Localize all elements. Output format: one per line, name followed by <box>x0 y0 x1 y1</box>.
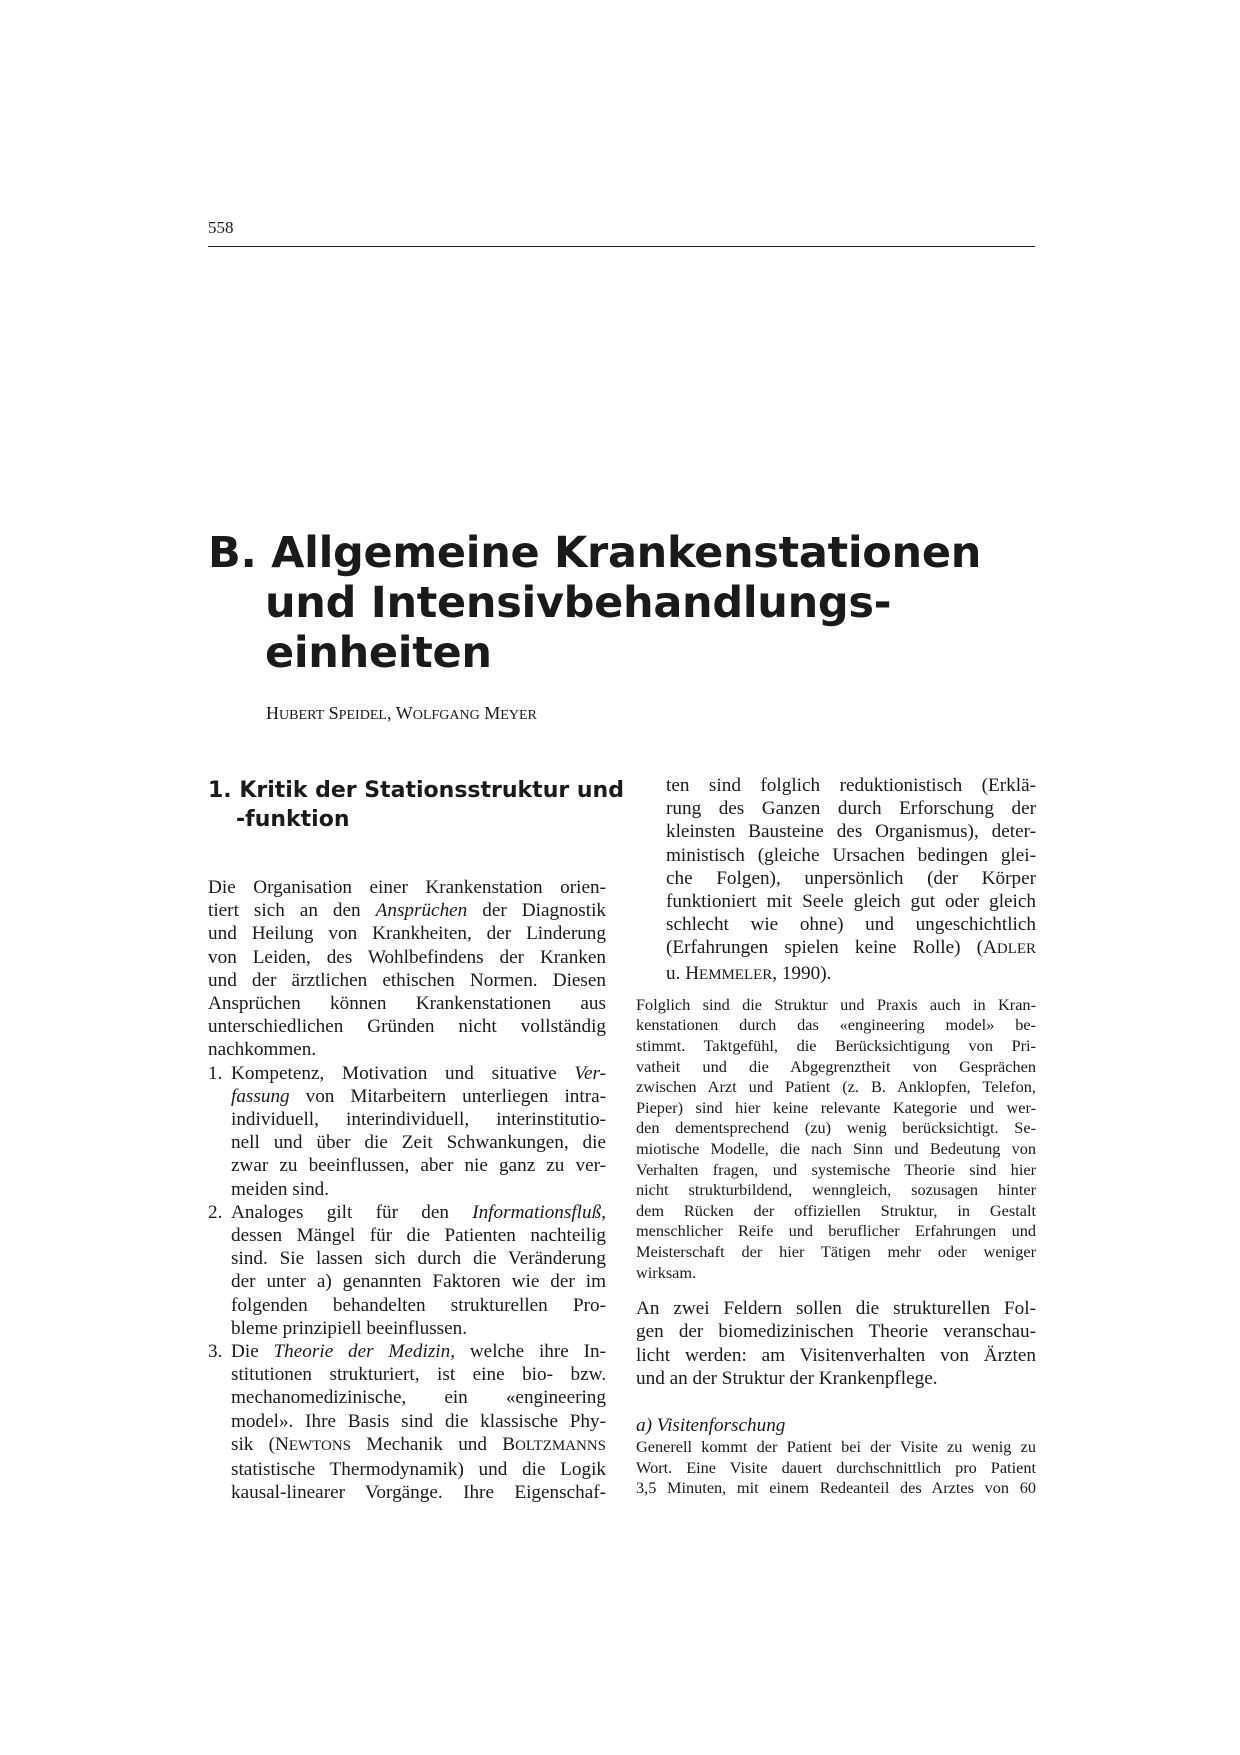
text-run: (Erfahrungen spielen keine Rolle) ( <box>666 937 984 959</box>
text-line: Die Organisation einer Krankenstation orien- <box>208 877 606 898</box>
text-line: model». Ihre Basis sind die klassische Phy- <box>231 1410 606 1432</box>
text-line: menschlicher Reife und beruflicher Erfahrungen und <box>636 1221 1036 1241</box>
text-line: vatheit und die Abgegrenztheit von Gesprächen <box>636 1056 1036 1076</box>
author-smallcaps: UBERT <box>279 707 325 723</box>
text-line: kenstationen durch das «engineering model» be- <box>636 1015 1036 1035</box>
text-line: meiden sind. <box>231 1178 330 1200</box>
author-initial: W <box>395 703 413 723</box>
text-line: wirksam. <box>636 1262 697 1282</box>
text-line <box>231 1085 606 1108</box>
author-initial: H <box>266 703 279 723</box>
text-run: u. <box>666 962 686 984</box>
author-smallcaps: EYER <box>500 707 537 723</box>
text-line: Pieper) sind hier keine relevante Kategorie und wer- <box>636 1097 1036 1117</box>
text-line: von Leiden, des Wohlbefindens der Kranken <box>208 946 606 968</box>
text-line: mechanomedizinische, ein «engineering <box>231 1387 606 1409</box>
chapter-authors <box>266 703 537 724</box>
smallcaps-name: EWTONS <box>288 1437 351 1454</box>
left-column <box>208 776 624 1504</box>
list-item <box>208 1062 606 1201</box>
text-line: ministisch (gleiche Ursachen bedingen glei- <box>666 844 1036 866</box>
text-line: sind. Sie lassen sich durch die Veränderung <box>231 1248 606 1270</box>
text-line: dessen Mängel für die Patienten nachteilig <box>231 1225 606 1247</box>
smallcaps-name: DLER <box>996 941 1036 958</box>
text-line <box>231 1062 606 1085</box>
text-line: gen der biomedizinischen Theorie veranschau- <box>636 1321 1036 1343</box>
text-run: Analoges gilt für den <box>231 1201 473 1223</box>
page-number: 558 <box>208 218 234 237</box>
continued-list-text <box>636 774 1036 987</box>
emphasis: Ansprüchen <box>375 900 468 922</box>
text-line: unterschiedlichen Gründen nicht vollständig <box>208 1016 606 1038</box>
subsection-heading: a) Visitenforschung <box>636 1414 786 1436</box>
text-line: che Folgen), unpersönlich (der Körper <box>666 867 1036 889</box>
text-run: Mechanik und <box>350 1433 503 1455</box>
list-number: 2. <box>208 1201 223 1223</box>
text-line: den dementsprechend (zu) wenig berücksichtigt. Se- <box>636 1118 1036 1138</box>
text-line: licht werden: am Visitenverhalten von Ärzten <box>636 1344 1036 1366</box>
text-line: kleinsten Bausteine des Organismus), deter- <box>666 821 1036 843</box>
chapter-title-line: B. Allgemeine Krankenstationen <box>208 528 981 578</box>
text-run: Kompetenz, Motivation und situative <box>231 1062 575 1084</box>
text-line: An zwei Feldern sollen die strukturellen Fol- <box>636 1298 1036 1320</box>
text-line: schlecht wie ohne) und ungeschichtlich <box>666 914 1036 936</box>
text-line: und an der Struktur der Krankenpflege. <box>636 1367 938 1389</box>
text-run: , 1990). <box>772 962 832 984</box>
section-heading-line: -funktion <box>236 807 350 832</box>
text-line <box>231 1340 606 1363</box>
text-line: individuell, interindividuell, interinstitutio- <box>231 1109 606 1131</box>
text-run: , <box>601 1201 606 1223</box>
small-print-paragraph <box>636 995 1036 1283</box>
text-line: folgenden behandelten strukturellen Pro- <box>231 1294 606 1316</box>
text-line: nicht strukturbildend, wenngleich, sozusagen hinter <box>636 1180 1036 1200</box>
text-line: ten sind folglich reduktionistisch (Erklä- <box>666 775 1036 796</box>
author-separator: , <box>387 703 396 723</box>
text-line: Verhalten fragen, und systemische Theorie sind hier <box>636 1159 1036 1179</box>
text-line: Folglich sind die Struktur und Praxis auch in Kran- <box>636 994 1036 1014</box>
text-run: Die <box>231 1341 274 1363</box>
text-run: , welche ihre In- <box>450 1341 606 1363</box>
text-run: von Mitarbeitern unterliegen intra- <box>289 1085 606 1107</box>
emphasis: fassung <box>231 1085 290 1107</box>
text-line: funktioniert mit Seele gleich gut oder gleich <box>666 891 1036 913</box>
text-line: rung des Ganzen durch Erforschung der <box>666 798 1036 820</box>
emphasis: Theorie der Medizin <box>273 1341 451 1363</box>
text-run: sik ( <box>231 1433 276 1455</box>
text-line: Wort. Eine Visite dauert durchschnittlich pro Patient <box>636 1457 1036 1477</box>
chapter-title <box>208 528 1008 678</box>
text-line <box>666 936 1036 961</box>
text-line: dem Rücken der offiziellen Struktur, in Gestalt <box>636 1200 1036 1220</box>
header-rule <box>208 246 1035 247</box>
section-heading-line: 1. Kritik der Stationsstruktur und <box>208 778 624 803</box>
text-line: kausal-linearer Vorgänge. Ihre Eigenschaf- <box>231 1482 606 1504</box>
text-line: Meisterschaft der hier Tätigen mehr oder weniger <box>636 1241 1036 1261</box>
text-line <box>231 1433 606 1458</box>
text-run: der Diagnostik <box>467 900 606 922</box>
smallcaps-name: EMMELER <box>699 966 773 983</box>
emphasis: Ver- <box>574 1062 606 1084</box>
text-line: und Heilung von Krankheiten, der Linderung <box>208 923 606 945</box>
chapter-title-line: einheiten <box>265 628 492 678</box>
text-line: nachkommen. <box>208 1039 317 1061</box>
list-item <box>208 1201 606 1340</box>
list-item <box>208 1340 606 1504</box>
author-initial: M <box>484 703 501 723</box>
text-line: bleme prinzipiell beeinflussen. <box>231 1317 468 1339</box>
text-line: zwischen Arzt und Patient (z. B. Anklopfen, Telefon, <box>636 1077 1036 1097</box>
text-line: Ansprüchen können Krankenstationen aus <box>208 993 606 1015</box>
author-smallcaps: PEIDEL <box>338 707 387 723</box>
smallcaps-name: OLTZMANNS <box>515 1437 606 1454</box>
text-line: 3,5 Minuten, mit einem Redeanteil des Arztes von 60 <box>636 1478 1036 1498</box>
text-line <box>208 899 606 922</box>
author-initial: S <box>328 703 339 723</box>
body-paragraph <box>636 1297 1036 1390</box>
text-line: nell und über die Zeit Schwankungen, die <box>231 1132 606 1154</box>
small-print-paragraph <box>636 1437 1036 1499</box>
text-run: A <box>983 937 997 959</box>
text-line: stitutionen strukturiert, ist eine bio- bzw. <box>231 1364 606 1386</box>
text-line: miotische Modelle, die nach Sinn und Bedeutung von <box>636 1138 1036 1158</box>
section-heading <box>208 776 624 834</box>
right-column <box>636 774 1036 1499</box>
emphasis: Informationsfluß <box>472 1201 602 1223</box>
text-line <box>666 962 1036 987</box>
author-smallcaps: OLFGANG <box>412 707 480 723</box>
text-line: der unter a) genannten Faktoren wie der im <box>231 1271 606 1293</box>
text-line: und der ärztlichen ethischen Normen. Diesen <box>208 969 606 991</box>
text-run: tiert sich an den <box>208 900 376 922</box>
text-line: statistische Thermodynamik) und die Logik <box>231 1459 606 1481</box>
text-run: B <box>502 1433 516 1455</box>
list-number: 1. <box>208 1062 223 1084</box>
chapter-title-line: und Intensivbehandlungs- <box>265 578 892 628</box>
text-line: stimmt. Taktgefühl, die Berücksichtigung von Pri- <box>636 1036 1036 1056</box>
text-run: H <box>685 962 700 984</box>
text-line: Generell kommt der Patient bei der Visite zu wenig zu <box>636 1436 1036 1456</box>
text-run: N <box>275 1433 289 1455</box>
text-line <box>231 1201 606 1224</box>
intro-paragraph <box>208 876 606 1062</box>
list-number: 3. <box>208 1341 223 1363</box>
text-line: zwar zu beeinflussen, aber nie ganz zu ver- <box>231 1155 606 1177</box>
